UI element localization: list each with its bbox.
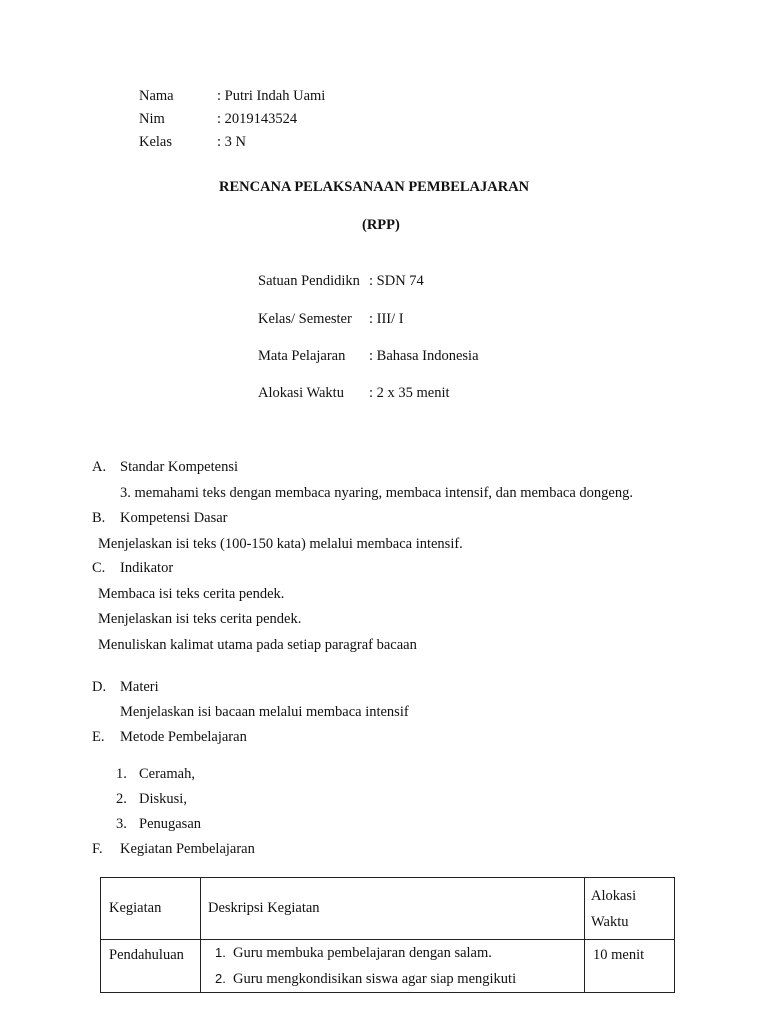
label-satuan-pendidikan: Satuan Pendidikn xyxy=(258,273,360,289)
section-f-letter: F. xyxy=(92,841,103,857)
section-f-heading: Kegiatan Pembelajaran xyxy=(120,841,255,857)
section-d-heading: Materi xyxy=(120,679,159,695)
label-mata-pelajaran: Mata Pelajaran xyxy=(258,348,346,364)
section-b-heading: Kompetensi Dasar xyxy=(120,510,228,526)
metode-item: Ceramah, xyxy=(139,766,195,782)
indikator-line: Menjelaskan isi teks cerita pendek. xyxy=(98,611,302,627)
value-nim: : 2019143524 xyxy=(217,111,298,127)
section-c-letter: C. xyxy=(92,560,106,576)
section-b-letter: B. xyxy=(92,510,106,526)
section-a-heading: Standar Kompetensi xyxy=(120,459,238,475)
table-header-row xyxy=(101,878,675,940)
row-waktu-cell xyxy=(585,940,675,993)
document-subtitle: (RPP) xyxy=(362,217,400,233)
section-e-heading: Metode Pembelajaran xyxy=(120,729,247,745)
section-b-body: Menjelaskan isi teks (100-150 kata) melalui membaca intensif. xyxy=(98,536,463,552)
header-kegiatan: Kegiatan xyxy=(109,900,162,916)
row-kegiatan-cell xyxy=(101,940,201,993)
value-kelas-semester: : III/ I xyxy=(369,311,404,327)
value-alokasi-waktu: : 2 x 35 menit xyxy=(369,385,450,401)
header-deskripsi: Deskripsi Kegiatan xyxy=(208,900,320,916)
section-d-letter: D. xyxy=(92,679,107,695)
table-row xyxy=(101,940,675,993)
metode-num: 3. xyxy=(116,816,127,832)
section-e-letter: E. xyxy=(92,729,105,745)
deskripsi-item: 2. Guru mengkondisikan siswa agar siap mengikuti xyxy=(215,971,517,987)
label-kelas: Kelas xyxy=(139,134,173,150)
label-nim: Nim xyxy=(139,111,165,127)
document-title: RENCANA PELAKSANAAN PEMBELAJARAN xyxy=(219,179,530,195)
deskripsi-item: 1. Guru membuka pembelajaran dengan salam. xyxy=(215,945,492,961)
header-waktu: Waktu xyxy=(591,913,629,930)
section-a-body: 3. memahami teks dengan membaca nyaring, membaca intensif, dan membaca dongeng. xyxy=(120,485,633,501)
header-kegiatan-cell xyxy=(101,878,201,940)
kegiatan-table xyxy=(100,877,675,993)
section-c-heading: Indikator xyxy=(120,560,174,576)
header-alokasi-cell xyxy=(585,878,675,940)
metode-num: 1. xyxy=(116,766,127,782)
label-alokasi-waktu: Alokasi Waktu xyxy=(258,385,344,401)
indikator-line: Membaca isi teks cerita pendek. xyxy=(98,586,285,602)
row-deskripsi-cell xyxy=(201,940,585,993)
value-kelas: : 3 N xyxy=(217,134,246,150)
section-a-letter: A. xyxy=(92,459,107,475)
value-mata-pelajaran: : Bahasa Indonesia xyxy=(369,348,479,364)
metode-num: 2. xyxy=(116,791,127,807)
value-satuan-pendidikan: : SDN 74 xyxy=(369,273,424,289)
row-kegiatan: Pendahuluan xyxy=(109,947,184,963)
metode-item: Diskusi, xyxy=(139,791,187,807)
label-kelas-semester: Kelas/ Semester xyxy=(258,311,352,327)
section-d-body: Menjelaskan isi bacaan melalui membaca intensif xyxy=(120,704,409,720)
header-deskripsi-cell xyxy=(201,878,585,940)
indikator-line: Menuliskan kalimat utama pada setiap paragraf bacaan xyxy=(98,637,417,653)
label-nama: Nama xyxy=(139,88,174,104)
value-nama: : Putri Indah Uami xyxy=(217,88,326,104)
header-alokasi: Alokasi xyxy=(591,887,637,904)
row-waktu: 10 menit xyxy=(593,947,645,963)
metode-item: Penugasan xyxy=(139,816,202,832)
